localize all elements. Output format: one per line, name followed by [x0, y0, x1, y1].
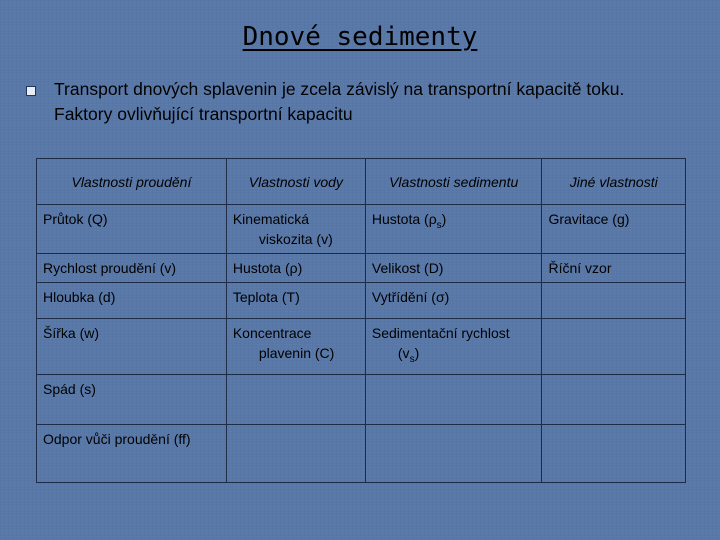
cell-empty: [365, 424, 542, 482]
cell-river-pattern: Říční vzor: [542, 254, 686, 283]
bullet-text: [54, 77, 714, 127]
bullet-line-2: Faktory ovlivňující transportní kapacitu: [54, 104, 353, 124]
cell-empty: [542, 374, 686, 424]
cell-empty: [542, 319, 686, 375]
cell-sediment-density: Hustota $(\rho_s)$: [365, 205, 542, 254]
header-sediment-properties: Vlastnosti sedimentu: [365, 159, 542, 205]
cell-empty: [542, 283, 686, 319]
cell-kinematic-viscosity: Kinematická viskozita (v): [226, 205, 365, 254]
cell-empty: [365, 374, 542, 424]
header-other-properties: Jiné vlastnosti: [542, 159, 686, 205]
table-header-row: [37, 159, 686, 205]
cell-depth: Hloubka (d): [37, 283, 227, 319]
table-row: [37, 283, 686, 319]
table-row: [37, 254, 686, 283]
bullet-square-icon: [26, 86, 36, 96]
cell-discharge: Průtok (Q): [37, 205, 227, 254]
properties-table: [36, 158, 686, 483]
cell-empty: [226, 424, 365, 482]
cell-sorting: Vytřídění (σ): [365, 283, 542, 319]
cell-flow-velocity: Rychlost proudění (v): [37, 254, 227, 283]
cell-slope: Spád (s): [37, 374, 227, 424]
cell-empty: [226, 374, 365, 424]
cell-flow-resistance: Odpor vůči proudění (ff): [37, 424, 227, 482]
cell-temperature: Teplota (T): [226, 283, 365, 319]
cell-grain-size: Velikost (D): [365, 254, 542, 283]
slide-title: Dnové sedimenty: [242, 22, 478, 52]
table-row: [37, 319, 686, 375]
header-flow-properties: Vlastnosti proudění: [37, 159, 227, 205]
cell-settling-velocity: Sedimentační rychlost $(v_s)$: [365, 319, 542, 375]
table-row: [37, 205, 686, 254]
table-row: [37, 374, 686, 424]
cell-empty: [542, 424, 686, 482]
cell-suspended-concentration: Koncentrace plavenin (C): [226, 319, 365, 375]
header-water-properties: Vlastnosti vody: [226, 159, 365, 205]
bullet-line-1: Transport dnových splavenin je zcela závislý na transportní kapacitě toku.: [54, 79, 625, 99]
table-row: [37, 424, 686, 482]
cell-water-density: Hustota (ρ): [226, 254, 365, 283]
cell-width: Šířka (w): [37, 319, 227, 375]
cell-gravity: Gravitace (g): [542, 205, 686, 254]
